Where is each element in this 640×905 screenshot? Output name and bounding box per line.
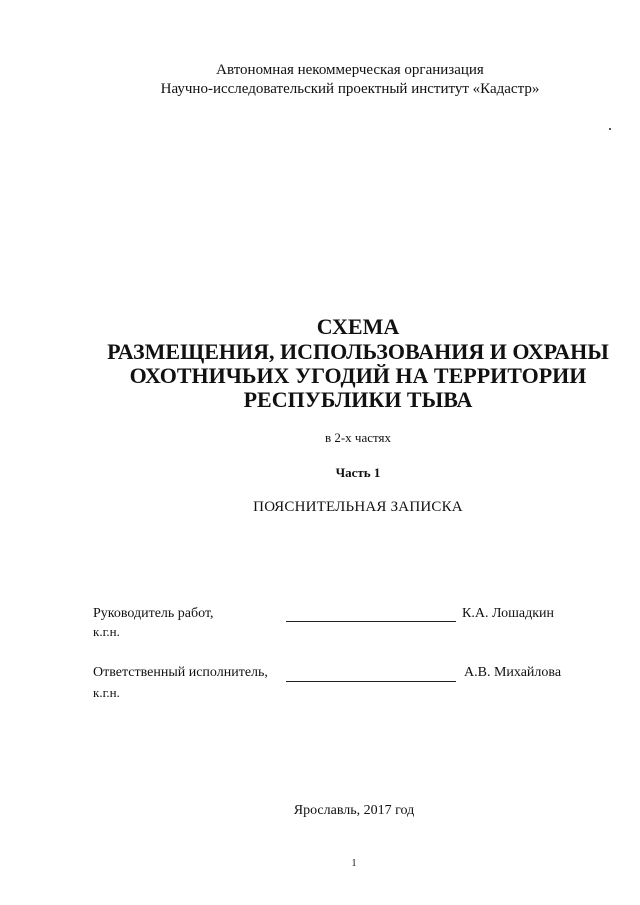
title-line-4: РЕСПУБЛИКИ ТЫВА	[243, 387, 473, 412]
signature-name: А.В. Михайлова	[464, 665, 562, 680]
signature-role: Руководитель работ,	[93, 606, 214, 621]
signature-role: Ответственный исполнитель,	[93, 665, 268, 680]
signature-name: К.А. Лошадкин	[462, 606, 554, 621]
page-number: 1	[351, 858, 357, 869]
title-line-3: ОХОТНИЧЬИХ УГОДИЙ НА ТЕРРИТОРИИ	[129, 363, 587, 388]
title-line-2: РАЗМЕЩЕНИЯ, ИСПОЛЬЗОВАНИЯ И ОХРАНЫ	[107, 339, 609, 364]
scan-speck	[609, 128, 611, 130]
city-year: Ярославль, 2017 год	[293, 803, 415, 818]
signature-degree: к.г.н.	[93, 624, 120, 639]
signature-line	[286, 681, 456, 682]
signature-degree: к.г.н.	[93, 685, 120, 700]
document-type: ПОЯСНИТЕЛЬНАЯ ЗАПИСКА	[253, 499, 463, 515]
organization-line-1: Автономная некоммерческая организация	[216, 62, 484, 78]
title-line-1: СХЕМА	[316, 314, 400, 339]
parts-note: в 2-х частях	[324, 430, 392, 445]
signature-line	[286, 621, 456, 622]
part-label: Часть 1	[335, 465, 381, 480]
organization-line-2: Научно-исследовательский проектный институт «Кадастр»	[160, 81, 540, 97]
